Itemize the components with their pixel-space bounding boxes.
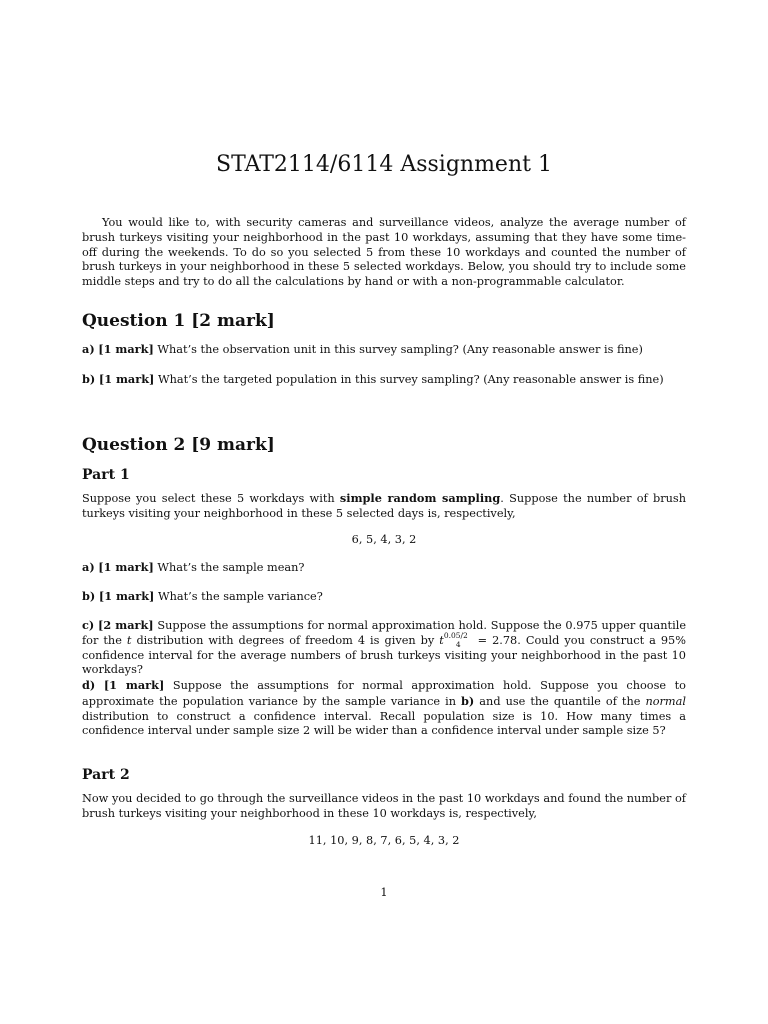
q2-c-label: c) [82,618,95,632]
part-1-data: 6, 5, 4, 3, 2 [351,533,417,546]
part-2-heading: Part 2 [82,767,130,783]
q2-d-text-1: Suppose the assumptions for normal approximation hold. Suppose you choose to approximate the population variance by the sample variance in [82,679,686,708]
q2-c-text-3: = 2.78. Could you construct a 95% confidence interval for the average numbers of brush turkeys visiting your neighborhood in the past 10 workdays? [82,633,686,677]
q1-a-mark: [1 mark] [98,342,154,356]
q1-part-a [82,342,686,358]
question-2-heading: Question 2 [9 mark] [82,435,275,455]
q2-c-text-1: Suppose the assumptions for normal approximation hold. Suppose the 0.975 upper quantile for the [82,619,687,647]
q2-d-mark: [1 mark] [103,678,165,692]
q1-b-text: What’s the targeted population in this survey sampling? (Any reasonable answer is fine) [154,373,664,386]
part-1-intro [82,491,686,522]
q2-b-label: b) [82,589,96,603]
q2-d-text-2: and use the quantile of the [474,694,646,708]
question-1-heading: Question 1 [2 mark] [82,311,275,331]
q2-a-text: What’s the sample mean? [153,561,305,574]
part-1-heading: Part 1 [82,467,130,483]
q2-d-label: d) [82,678,96,692]
q1-b-label: b) [82,372,96,386]
q2-part-d [82,678,686,739]
q1-b-mark: [1 mark] [98,372,155,386]
q2-c-text-2: distribution with degrees of freedom 4 is given by [131,633,440,647]
q2-part-b [82,589,686,605]
q2-d-text-3: distribution to construct a confidence interval. Recall population size is 10. How many times a confidence interval under sample size 2 will be wider than a confidence interval under sample size 5? [82,709,686,738]
q2-c-mark: [2 mark] [97,618,154,632]
q1-a-label: a) [82,342,95,356]
q2-c-t-symbol: t [126,633,132,647]
q2-d-bold-ref: b) [461,693,475,708]
q1-part-b [82,372,686,388]
q2-c-quantile-symbol: t [439,633,444,647]
q2-b-mark: [1 mark] [98,589,155,603]
q2-b-text: What’s the sample variance? [154,590,323,603]
q2-d-italic: normal [645,694,686,708]
intro-paragraph: You would like to, with security cameras and surveillance videos, analyze the average number of brush turkeys visiting your neighborhood in the past 10 workdays, assuming that they have some time-off during the weekends. To do so you selected 5 from these 10 workdays and counted the number of brush turkeys in your neighborhood in these 5 selected workdays. Below, you should try to include some middle steps and try to do all the calculations by hand or with a non-programmable calculator. [82,216,686,289]
q2-part-a [82,560,686,576]
q1-a-text: What’s the observation unit in this survey sampling? (Any reasonable answer is fine) [153,343,643,356]
part-1-intro-pre: Suppose you select these 5 workdays with [82,492,340,505]
page-number: 1 [380,886,388,899]
part-2-data: 11, 10, 9, 8, 7, 6, 5, 4, 3, 2 [308,834,460,847]
page-title: STAT2114/6114 Assignment 1 [216,152,552,177]
q2-c-quantile-subscript: 4 [455,640,461,650]
part-2-intro: Now you decided to go through the surveillance videos in the past 10 workdays and found the number of brush turkeys visiting your neighborhood in these 10 workdays is, respectively, [82,792,686,820]
part-1-intro-post: . Suppose the number of brush turkeys visiting your neighborhood in these 5 selected days is, respectively, [82,492,686,520]
q2-a-label: a) [82,560,95,574]
part-1-intro-bold: simple random sampling [339,491,501,505]
q2-a-mark: [1 mark] [98,560,154,574]
q2-c-quantile-superscript: 0.05/2 [443,631,468,641]
q2-part-c [82,618,686,678]
